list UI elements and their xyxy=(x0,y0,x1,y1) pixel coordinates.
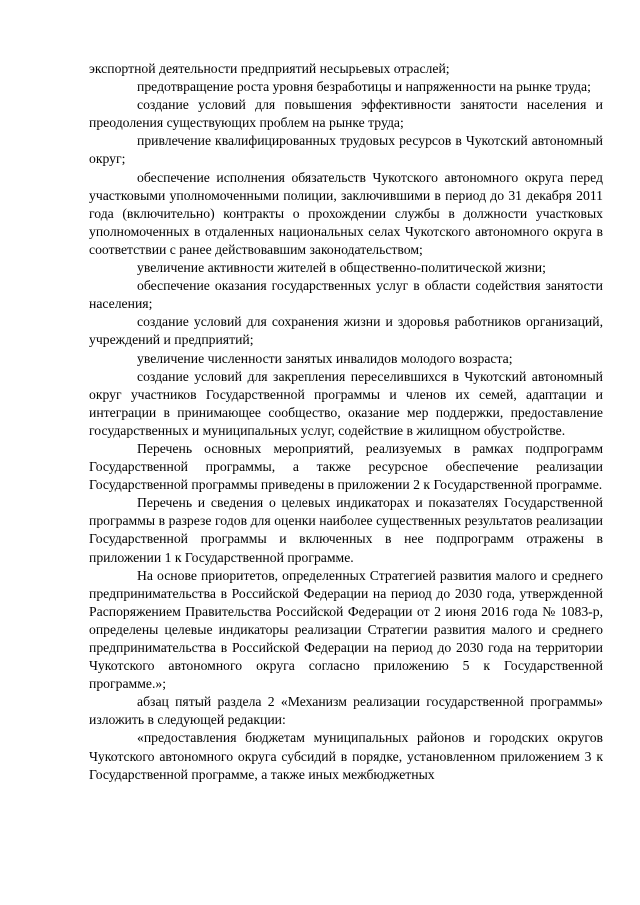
paragraph-sme-strategy: На основе приоритетов, определенных Стратегией развития малого и среднего предпринимательства в Российской Федерации на период до 2030 года, утвержденной Распоряжением Правительства Российской Федерации от 2 июня 2016 года № 1083-р, определены целевые индикаторы реализации Стратегии развития малого и среднего предпринимательства в Российской Федерации на период до 2030 года на территории Чукотского автономного округа согласно приложению 5 к Государственной программе.»; xyxy=(89,567,603,692)
paragraph-police-obligations: обеспечение исполнения обязательств Чукотского автономного округа перед участковыми уполномоченными полиции, заключившими в период до 31 декабря 2011 года (включительно) контракты о прохождении службы в должности участковых уполномоченных в отдаленных национальных селах Чукотского автономного округа в соответствии с ранее действовавшим законодательством; xyxy=(89,169,603,257)
paragraph-indicators-list: Перечень и сведения о целевых индикаторах и показателях Государственной программы в разрезе годов для оценки наиболее существенных результатов реализации Государственной программы и включенных в нее подпрограмм отражены в приложении 1 к Государственной программе. xyxy=(89,495,603,565)
paragraph-qualified-labor: привлечение квалифицированных трудовых ресурсов в Чукотский автономный округ; xyxy=(89,133,603,167)
paragraph-activities-list: Перечень основных мероприятий, реализуемых в рамках подпрограмм Государственной программы, а также ресурсное обеспечение реализации Государственной программы приведены в приложении 2 к Государственной программе. xyxy=(89,440,603,493)
paragraph-section-2-amendment: абзац пятый раздела 2 «Механизм реализации государственной программы» изложить в следующей редакции: xyxy=(89,694,603,728)
paragraph-civic-activity: увеличение активности жителей в общественно-политической жизни; xyxy=(137,260,546,276)
paragraph-worker-safety: создание условий для сохранения жизни и здоровья работников организаций, учреждений и предприятий; xyxy=(89,314,603,348)
paragraph-subsidies: «предоставления бюджетам муниципальных районов и городских округов Чукотского автономного округа субсидий в порядке, установленном приложением 3 к Государственной программе, а также иных межбюджетных xyxy=(89,730,603,782)
document-page xyxy=(89,60,603,784)
paragraph-disabled-youth: увеличение численности занятых инвалидов молодого возраста; xyxy=(137,350,513,366)
paragraph-unemployment: предотвращение роста уровня безработицы и напряженности на рынке труда; xyxy=(137,79,591,95)
paragraph-employment-efficiency: создание условий для повышения эффективности занятости населения и преодоления существующих проблем на рынке труда; xyxy=(89,97,603,131)
paragraph-state-services: обеспечение оказания государственных услуг в области содействия занятости населения; xyxy=(89,278,603,312)
paragraph-export-activity: экспортной деятельности предприятий несырьевых отраслей; xyxy=(89,61,450,76)
paragraph-resettlers: создание условий для закрепления переселившихся в Чукотский автономный округ участников Государственной программы и членов их семей, адаптации и интеграции в принимающее сообщество, оказание мер поддержки, предоставление государственных и муниципальных услуг, содействие в жилищном обустройстве. xyxy=(89,368,603,438)
